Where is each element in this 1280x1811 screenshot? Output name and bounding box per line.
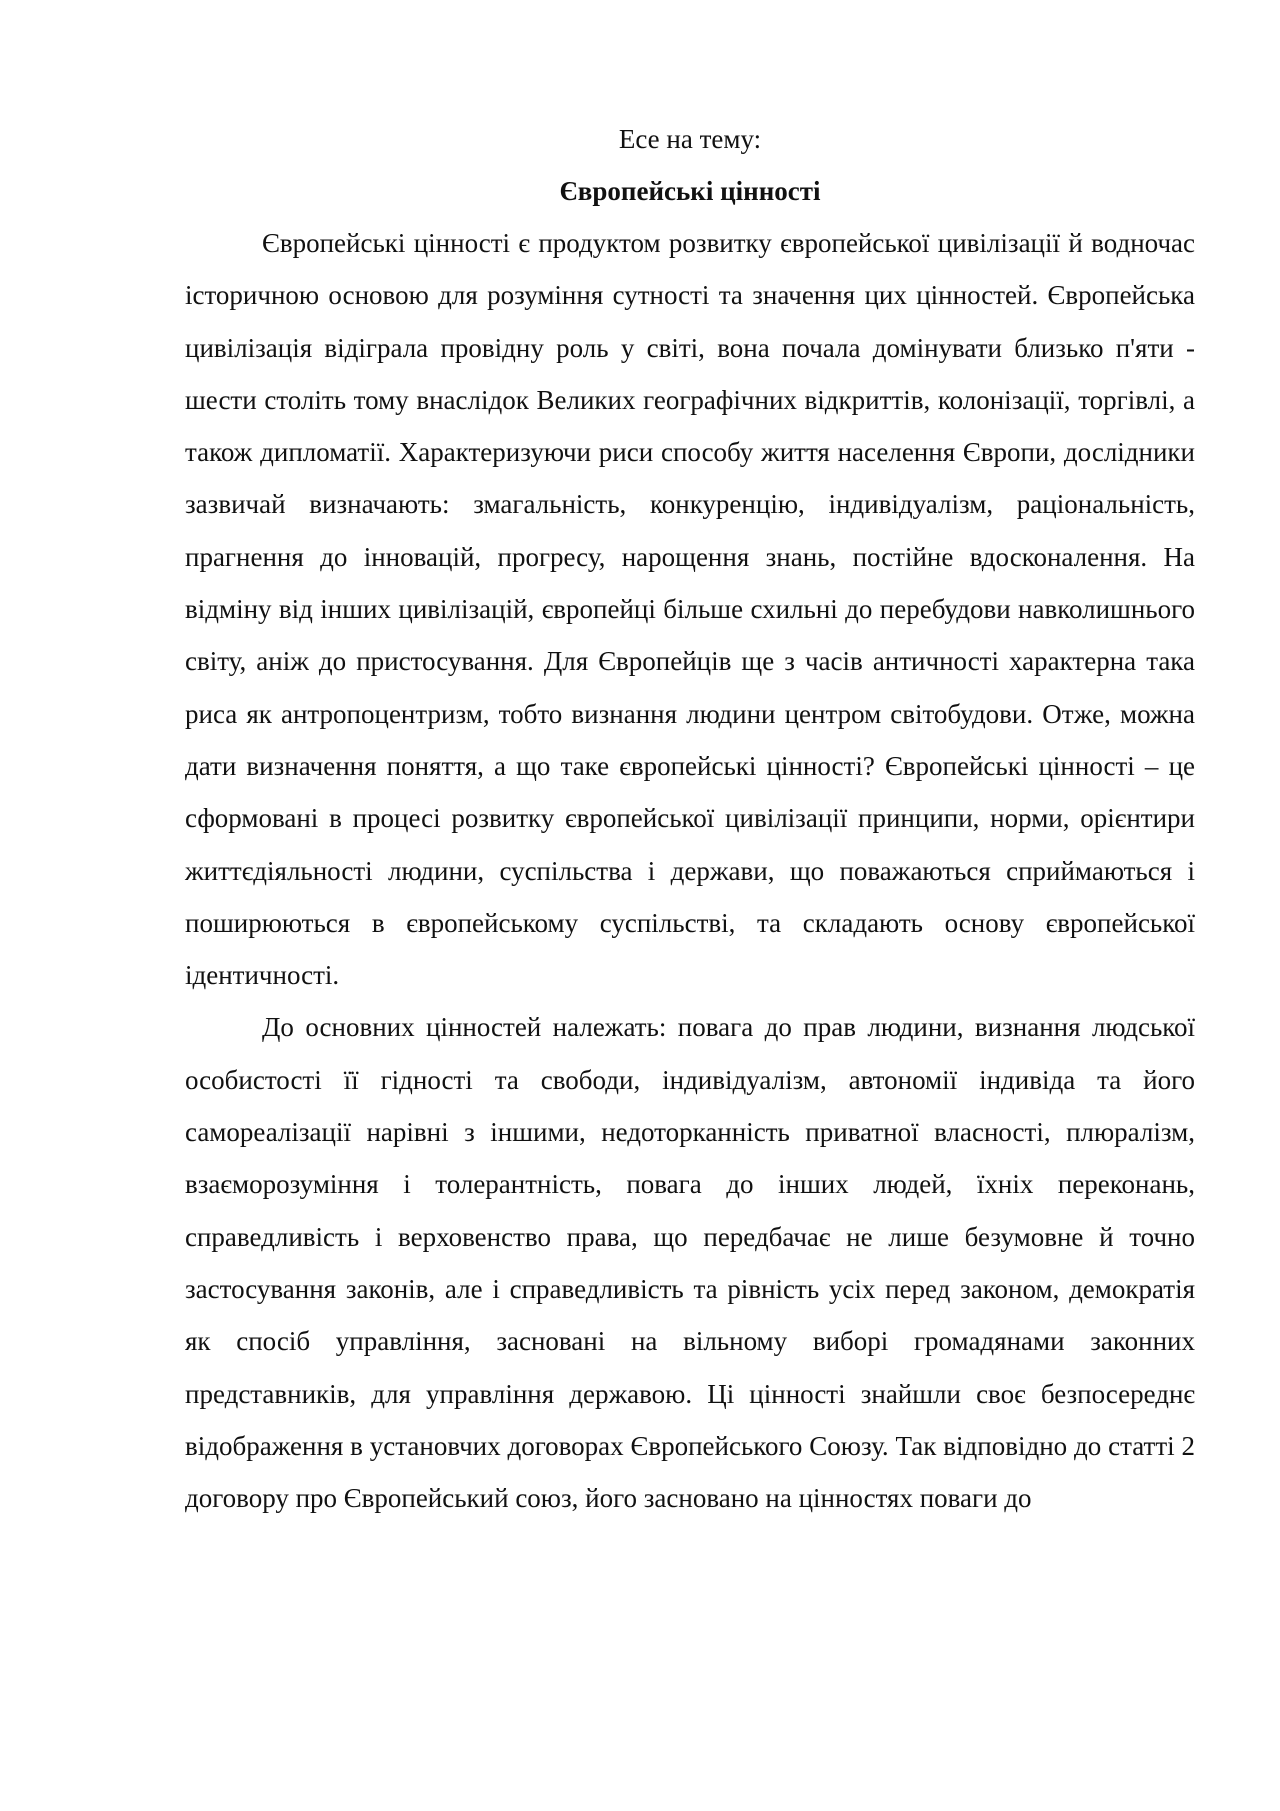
paragraph-2: До основних цінностей належать: повага до прав людини, визнання людської особистості її гідності та свободи, індивідуалізм, автономії індивіда та його самореалізації нарівні з іншими, недоторканність приватної власності, плюралізм, взаєморозуміння і толерантність, повага до інших людей, їхніх переконань, справедливість і верховенство права, що передбачає не лише безумовне й точно застосування законів, але і справедливість та рівність усіх перед законом, демократія як спосіб управління, засновані на вільному виборі громадянами законних представників, для управління державою. Ці цінності знайшли своє безпосереднє відображення в установчих договорах Європейського Союзу. Так відповідно до статті 2 договору про Європейський союз, його засновано на цінностях поваги до bbox=[185, 1012, 1195, 1514]
document-subtitle: Есе на тему: bbox=[618, 124, 762, 154]
paragraph-1: Європейські цінності є продуктом розвитку європейської цивілізації й водночас історичною основою для розуміння сутності та значення цих цінностей. Європейська цивілізація відіграла провідну роль у світі, вона почала домінувати близько п'яти - шести століть тому внаслідок Великих географічних відкриттів, колонізації, торгівлі, а також дипломатії. Характеризуючи риси способу життя населення Європи, дослідники зазвичай визначають: змагальність, конкуренцію, індивідуалізм, раціональність, прагнення до інновацій, прогресу, нарощення знань, постійне вдосконалення. На відміну від інших цивілізацій, європейці більше схильні до перебудови навколишнього світу, аніж до пристосування. Для Європейців ще з часів античності характерна така риса як антропоцентризм, тобто визнання людини центром світобудови. Отже, можна дати визначення поняття, а що таке європейські цінності? Європейські цінності – це сформовані в процесі розвитку європейської цивілізації принципи, норми, орієнтири життєдіяльності людини, суспільства і держави, що поважаються сприймаються і поширюються в європейському суспільстві, та складають основу європейської ідентичності. bbox=[185, 228, 1195, 991]
document-title: Європейські цінності bbox=[559, 176, 821, 206]
document-body bbox=[185, 113, 1195, 1524]
